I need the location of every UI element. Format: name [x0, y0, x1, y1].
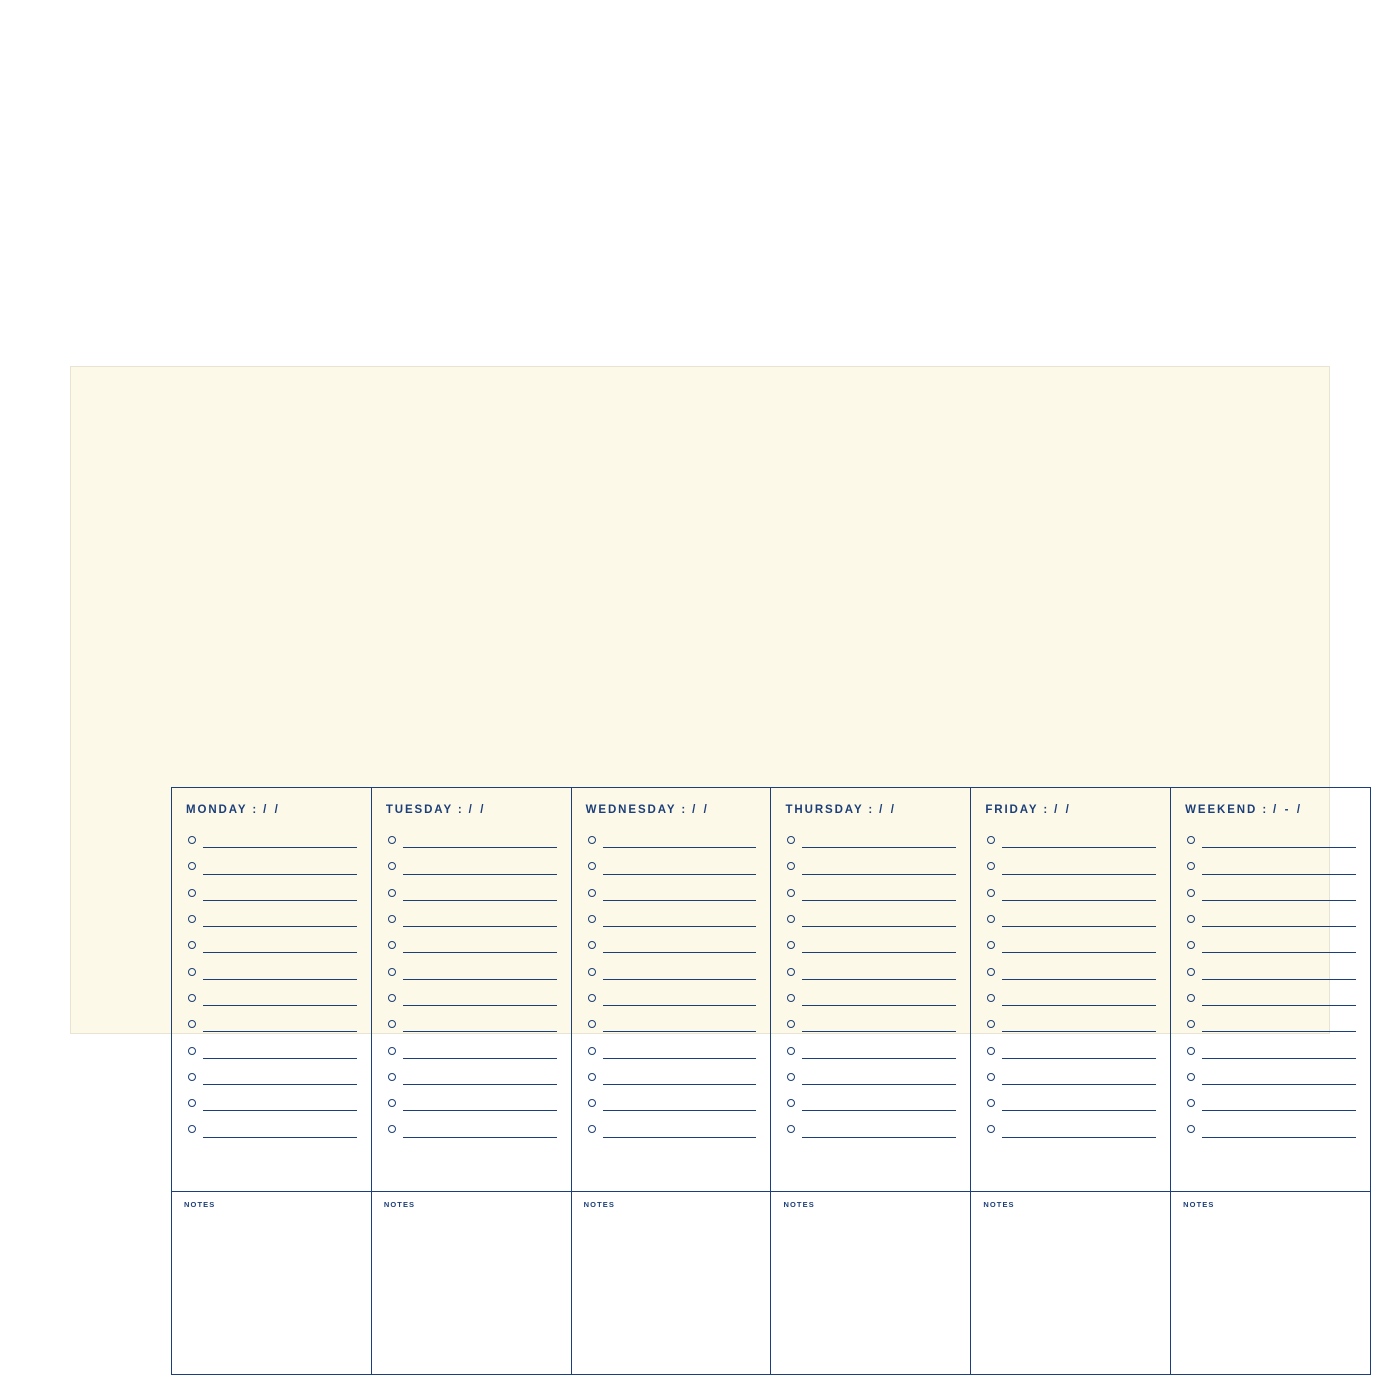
checkbox-circle-icon[interactable]: [787, 915, 795, 923]
notes-cell-thursday[interactable]: [771, 1192, 971, 1374]
checkbox-circle-icon[interactable]: [588, 889, 596, 897]
checkbox-circle-icon[interactable]: [588, 1099, 596, 1107]
checkbox-circle-icon[interactable]: [188, 889, 196, 897]
notes-label: NOTES: [1183, 1200, 1215, 1209]
task-write-line[interactable]: [603, 1084, 757, 1085]
notes-row: [172, 1191, 1370, 1374]
date-slot-monday[interactable]: / /: [263, 804, 281, 816]
task-row[interactable]: [785, 1011, 956, 1037]
task-write-line[interactable]: [802, 900, 956, 901]
task-write-line[interactable]: [403, 926, 557, 927]
date-slot-tuesday[interactable]: / /: [468, 804, 487, 816]
task-write-line[interactable]: [203, 1137, 357, 1138]
task-write-line[interactable]: [603, 952, 757, 953]
task-row[interactable]: [186, 880, 357, 906]
checkbox-circle-icon[interactable]: [588, 836, 596, 844]
task-write-line[interactable]: [1202, 1137, 1356, 1138]
checkbox-circle-icon[interactable]: [787, 941, 795, 949]
checkbox-circle-icon[interactable]: [388, 968, 396, 976]
checkbox-circle-icon[interactable]: [787, 968, 795, 976]
task-row[interactable]: [1185, 853, 1356, 879]
day-column-friday: [971, 788, 1171, 1191]
task-list-tuesday: [386, 827, 557, 1143]
task-row[interactable]: [586, 827, 757, 853]
checkbox-circle-icon[interactable]: [188, 862, 196, 870]
checkbox-circle-icon[interactable]: [1187, 1099, 1195, 1107]
task-write-line[interactable]: [203, 874, 357, 875]
task-write-line[interactable]: [1002, 979, 1156, 980]
weekly-planner-grid: [171, 787, 1371, 1375]
task-write-line[interactable]: [1202, 874, 1356, 875]
task-row[interactable]: [985, 932, 1156, 958]
day-column-wednesday: [572, 788, 772, 1191]
checkbox-circle-icon[interactable]: [1187, 1125, 1195, 1133]
task-write-line[interactable]: [802, 1110, 956, 1111]
notes-label: NOTES: [583, 1200, 615, 1209]
task-write-line[interactable]: [603, 847, 757, 848]
task-write-line[interactable]: [1002, 1137, 1156, 1138]
day-column-weekend: [1171, 788, 1370, 1191]
checkbox-circle-icon[interactable]: [388, 1047, 396, 1055]
checkbox-circle-icon[interactable]: [787, 862, 795, 870]
checkbox-circle-icon[interactable]: [1187, 862, 1195, 870]
task-row[interactable]: [386, 880, 557, 906]
task-write-line[interactable]: [1202, 926, 1356, 927]
checkbox-circle-icon[interactable]: [388, 862, 396, 870]
day-label-monday: MONDAY :: [186, 804, 259, 816]
checkbox-circle-icon[interactable]: [188, 1099, 196, 1107]
task-write-line[interactable]: [1002, 1110, 1156, 1111]
checkbox-circle-icon[interactable]: [588, 1073, 596, 1081]
task-row[interactable]: [985, 1064, 1156, 1090]
task-write-line[interactable]: [802, 1058, 956, 1059]
checkbox-circle-icon[interactable]: [987, 836, 995, 844]
checkbox-circle-icon[interactable]: [987, 1047, 995, 1055]
checkbox-circle-icon[interactable]: [1187, 915, 1195, 923]
checkbox-circle-icon[interactable]: [388, 941, 396, 949]
task-row[interactable]: [586, 906, 757, 932]
task-row[interactable]: [386, 958, 557, 984]
task-write-line[interactable]: [1002, 1005, 1156, 1006]
task-write-line[interactable]: [802, 952, 956, 953]
task-row[interactable]: [586, 985, 757, 1011]
task-write-line[interactable]: [403, 1005, 557, 1006]
task-row[interactable]: [785, 985, 956, 1011]
checkbox-circle-icon[interactable]: [388, 1125, 396, 1133]
task-row[interactable]: [1185, 906, 1356, 932]
task-row[interactable]: [586, 1011, 757, 1037]
checkbox-circle-icon[interactable]: [787, 1073, 795, 1081]
task-write-line[interactable]: [203, 1031, 357, 1032]
task-row[interactable]: [186, 1116, 357, 1142]
notes-cell-monday[interactable]: [172, 1192, 372, 1374]
notes-cell-weekend[interactable]: [1171, 1192, 1370, 1374]
task-write-line[interactable]: [603, 900, 757, 901]
task-write-line[interactable]: [1202, 900, 1356, 901]
checkbox-circle-icon[interactable]: [588, 862, 596, 870]
checkbox-circle-icon[interactable]: [588, 1020, 596, 1028]
notes-label: NOTES: [383, 1200, 416, 1209]
day-label-friday: FRIDAY :: [985, 804, 1050, 816]
task-row[interactable]: [785, 1090, 956, 1116]
task-write-line[interactable]: [1002, 1084, 1156, 1085]
checkbox-circle-icon[interactable]: [388, 915, 396, 923]
task-row[interactable]: [386, 1037, 557, 1063]
task-write-line[interactable]: [1002, 847, 1156, 848]
task-write-line[interactable]: [403, 1137, 557, 1138]
task-write-line[interactable]: [1202, 1031, 1356, 1032]
task-write-line[interactable]: [1202, 1084, 1356, 1085]
date-slot-thursday[interactable]: / /: [879, 804, 897, 816]
task-row[interactable]: [985, 880, 1156, 906]
task-list-friday: [985, 827, 1156, 1143]
task-write-line[interactable]: [1002, 1058, 1156, 1059]
task-write-line[interactable]: [403, 874, 557, 875]
task-write-line[interactable]: [603, 1005, 757, 1006]
task-row[interactable]: [785, 1064, 956, 1090]
notes-label: NOTES: [983, 1200, 1015, 1209]
task-write-line[interactable]: [1202, 847, 1356, 848]
task-row[interactable]: [785, 1116, 956, 1142]
task-row[interactable]: [985, 985, 1156, 1011]
day-label-weekend: WEEKEND :: [1185, 804, 1269, 816]
task-row[interactable]: [586, 1064, 757, 1090]
checkbox-circle-icon[interactable]: [188, 1073, 196, 1081]
task-row[interactable]: [386, 827, 557, 853]
task-row[interactable]: [586, 1037, 757, 1063]
task-write-line[interactable]: [403, 979, 557, 980]
day-header-weekend: [1185, 804, 1356, 816]
task-row[interactable]: [186, 985, 357, 1011]
task-row[interactable]: [386, 1116, 557, 1142]
task-list-monday: [186, 827, 357, 1143]
checkbox-circle-icon[interactable]: [987, 968, 995, 976]
notes-label: NOTES: [184, 1200, 216, 1209]
task-write-line[interactable]: [403, 1110, 557, 1111]
day-label-wednesday: WEDNESDAY :: [585, 804, 688, 816]
task-write-line[interactable]: [403, 952, 557, 953]
day-header-thursday: [785, 804, 956, 816]
task-row[interactable]: [985, 1011, 1156, 1037]
task-row[interactable]: [1185, 1090, 1356, 1116]
checkbox-circle-icon[interactable]: [987, 1020, 995, 1028]
checkbox-circle-icon[interactable]: [588, 1125, 596, 1133]
day-header-friday: [985, 804, 1156, 816]
task-row[interactable]: [1185, 1011, 1356, 1037]
checkbox-circle-icon[interactable]: [987, 941, 995, 949]
checkbox-circle-icon[interactable]: [188, 994, 196, 1002]
task-write-line[interactable]: [203, 1084, 357, 1085]
task-write-line[interactable]: [802, 874, 956, 875]
task-row[interactable]: [186, 853, 357, 879]
checkbox-circle-icon[interactable]: [388, 994, 396, 1002]
task-write-line[interactable]: [403, 1058, 557, 1059]
task-row[interactable]: [186, 906, 357, 932]
day-column-tuesday: [372, 788, 572, 1191]
notes-cell-friday[interactable]: [971, 1192, 1171, 1374]
task-row[interactable]: [186, 1090, 357, 1116]
task-write-line[interactable]: [1002, 952, 1156, 953]
task-write-line[interactable]: [1202, 1005, 1356, 1006]
task-write-line[interactable]: [403, 1084, 557, 1085]
task-row[interactable]: [985, 958, 1156, 984]
task-write-line[interactable]: [1202, 979, 1356, 980]
task-row[interactable]: [985, 1037, 1156, 1063]
checkbox-circle-icon[interactable]: [588, 915, 596, 923]
task-row[interactable]: [186, 1064, 357, 1090]
task-row[interactable]: [785, 906, 956, 932]
task-row[interactable]: [386, 932, 557, 958]
task-row[interactable]: [186, 932, 357, 958]
task-write-line[interactable]: [802, 1137, 956, 1138]
checkbox-circle-icon[interactable]: [388, 1073, 396, 1081]
task-row[interactable]: [386, 1090, 557, 1116]
task-row[interactable]: [386, 906, 557, 932]
checkbox-circle-icon[interactable]: [188, 1020, 196, 1028]
task-write-line[interactable]: [603, 1031, 757, 1032]
task-write-line[interactable]: [1002, 1031, 1156, 1032]
task-write-line[interactable]: [203, 1058, 357, 1059]
checkbox-circle-icon[interactable]: [787, 1047, 795, 1055]
task-write-line[interactable]: [802, 1031, 956, 1032]
task-row[interactable]: [1185, 1064, 1356, 1090]
task-write-line[interactable]: [403, 847, 557, 848]
checkbox-circle-icon[interactable]: [388, 1099, 396, 1107]
checkbox-circle-icon[interactable]: [388, 836, 396, 844]
task-write-line[interactable]: [603, 1137, 757, 1138]
task-row[interactable]: [985, 1116, 1156, 1142]
task-row[interactable]: [586, 880, 757, 906]
task-write-line[interactable]: [603, 979, 757, 980]
task-write-line[interactable]: [603, 926, 757, 927]
checkbox-circle-icon[interactable]: [588, 941, 596, 949]
checkbox-circle-icon[interactable]: [188, 1047, 196, 1055]
checkbox-circle-icon[interactable]: [588, 994, 596, 1002]
date-slot-weekend[interactable]: / - /: [1273, 804, 1303, 816]
task-row[interactable]: [1185, 958, 1356, 984]
task-write-line[interactable]: [802, 847, 956, 848]
checkbox-circle-icon[interactable]: [188, 941, 196, 949]
checkbox-circle-icon[interactable]: [388, 1020, 396, 1028]
task-write-line[interactable]: [802, 926, 956, 927]
task-row[interactable]: [586, 958, 757, 984]
checkbox-circle-icon[interactable]: [787, 889, 795, 897]
task-write-line[interactable]: [802, 979, 956, 980]
task-row[interactable]: [186, 1011, 357, 1037]
task-write-line[interactable]: [403, 900, 557, 901]
day-header-tuesday: [386, 804, 557, 816]
notes-cell-wednesday[interactable]: [572, 1192, 772, 1374]
task-row[interactable]: [386, 1011, 557, 1037]
checkbox-circle-icon[interactable]: [987, 1125, 995, 1133]
task-write-line[interactable]: [802, 1084, 956, 1085]
task-row[interactable]: [1185, 827, 1356, 853]
checkbox-circle-icon[interactable]: [1187, 968, 1195, 976]
checkbox-circle-icon[interactable]: [588, 1047, 596, 1055]
task-write-line[interactable]: [203, 979, 357, 980]
checkbox-circle-icon[interactable]: [188, 915, 196, 923]
task-list-wednesday: [586, 827, 757, 1143]
task-row[interactable]: [785, 958, 956, 984]
date-slot-friday[interactable]: / /: [1054, 804, 1072, 816]
task-row[interactable]: [586, 853, 757, 879]
task-row[interactable]: [386, 1064, 557, 1090]
task-write-line[interactable]: [1202, 1058, 1356, 1059]
checkbox-circle-icon[interactable]: [987, 915, 995, 923]
task-write-line[interactable]: [1002, 900, 1156, 901]
day-header-wednesday: [586, 804, 757, 816]
notes-cell-tuesday[interactable]: [372, 1192, 572, 1374]
task-row[interactable]: [1185, 932, 1356, 958]
task-row[interactable]: [785, 932, 956, 958]
task-row[interactable]: [586, 1116, 757, 1142]
day-label-thursday: THURSDAY :: [785, 804, 875, 816]
task-row[interactable]: [1185, 1116, 1356, 1142]
task-row[interactable]: [785, 880, 956, 906]
task-row[interactable]: [186, 958, 357, 984]
checkbox-circle-icon[interactable]: [987, 994, 995, 1002]
task-row[interactable]: [985, 906, 1156, 932]
checkbox-circle-icon[interactable]: [787, 1125, 795, 1133]
checkbox-circle-icon[interactable]: [1187, 889, 1195, 897]
task-row[interactable]: [1185, 985, 1356, 1011]
day-label-tuesday: TUESDAY :: [385, 804, 464, 816]
task-row[interactable]: [785, 1037, 956, 1063]
notes-label: NOTES: [783, 1200, 815, 1209]
day-columns: [172, 788, 1370, 1191]
checkbox-circle-icon[interactable]: [787, 1099, 795, 1107]
task-write-line[interactable]: [403, 1031, 557, 1032]
task-write-line[interactable]: [1002, 874, 1156, 875]
day-column-monday: [172, 788, 372, 1191]
checkbox-circle-icon[interactable]: [987, 1073, 995, 1081]
checkbox-circle-icon[interactable]: [588, 968, 596, 976]
task-write-line[interactable]: [203, 1005, 357, 1006]
task-write-line[interactable]: [203, 926, 357, 927]
checkbox-circle-icon[interactable]: [1187, 994, 1195, 1002]
task-row[interactable]: [1185, 880, 1356, 906]
task-write-line[interactable]: [203, 1110, 357, 1111]
task-row[interactable]: [985, 827, 1156, 853]
task-row[interactable]: [386, 985, 557, 1011]
task-write-line[interactable]: [603, 1110, 757, 1111]
task-write-line[interactable]: [203, 900, 357, 901]
task-row[interactable]: [1185, 1037, 1356, 1063]
task-write-line[interactable]: [203, 847, 357, 848]
task-row[interactable]: [186, 827, 357, 853]
task-write-line[interactable]: [802, 1005, 956, 1006]
date-slot-wednesday[interactable]: / /: [692, 804, 710, 816]
checkbox-circle-icon[interactable]: [1187, 1073, 1195, 1081]
checkbox-circle-icon[interactable]: [787, 994, 795, 1002]
checkbox-circle-icon[interactable]: [987, 1099, 995, 1107]
checkbox-circle-icon[interactable]: [188, 968, 196, 976]
task-write-line[interactable]: [1002, 926, 1156, 927]
task-row[interactable]: [785, 827, 956, 853]
task-row[interactable]: [186, 1037, 357, 1063]
task-row[interactable]: [586, 932, 757, 958]
task-list-weekend: [1185, 827, 1356, 1143]
day-column-thursday: [771, 788, 971, 1191]
task-write-line[interactable]: [203, 952, 357, 953]
task-write-line[interactable]: [1202, 1110, 1356, 1111]
checkbox-circle-icon[interactable]: [1187, 836, 1195, 844]
task-row[interactable]: [785, 853, 956, 879]
checkbox-circle-icon[interactable]: [1187, 1020, 1195, 1028]
checkbox-circle-icon[interactable]: [787, 1020, 795, 1028]
task-row[interactable]: [386, 853, 557, 879]
task-write-line[interactable]: [603, 874, 757, 875]
checkbox-circle-icon[interactable]: [787, 836, 795, 844]
task-write-line[interactable]: [603, 1058, 757, 1059]
task-row[interactable]: [985, 1090, 1156, 1116]
checkbox-circle-icon[interactable]: [188, 1125, 196, 1133]
checkbox-circle-icon[interactable]: [987, 889, 995, 897]
task-list-thursday: [785, 827, 956, 1143]
checkbox-circle-icon[interactable]: [388, 889, 396, 897]
checkbox-circle-icon[interactable]: [188, 836, 196, 844]
task-row[interactable]: [985, 853, 1156, 879]
checkbox-circle-icon[interactable]: [987, 862, 995, 870]
task-row[interactable]: [586, 1090, 757, 1116]
task-write-line[interactable]: [1202, 952, 1356, 953]
checkbox-circle-icon[interactable]: [1187, 1047, 1195, 1055]
paper-sheet: [70, 366, 1330, 1209]
checkbox-circle-icon[interactable]: [1187, 941, 1195, 949]
day-header-monday: [186, 804, 357, 816]
